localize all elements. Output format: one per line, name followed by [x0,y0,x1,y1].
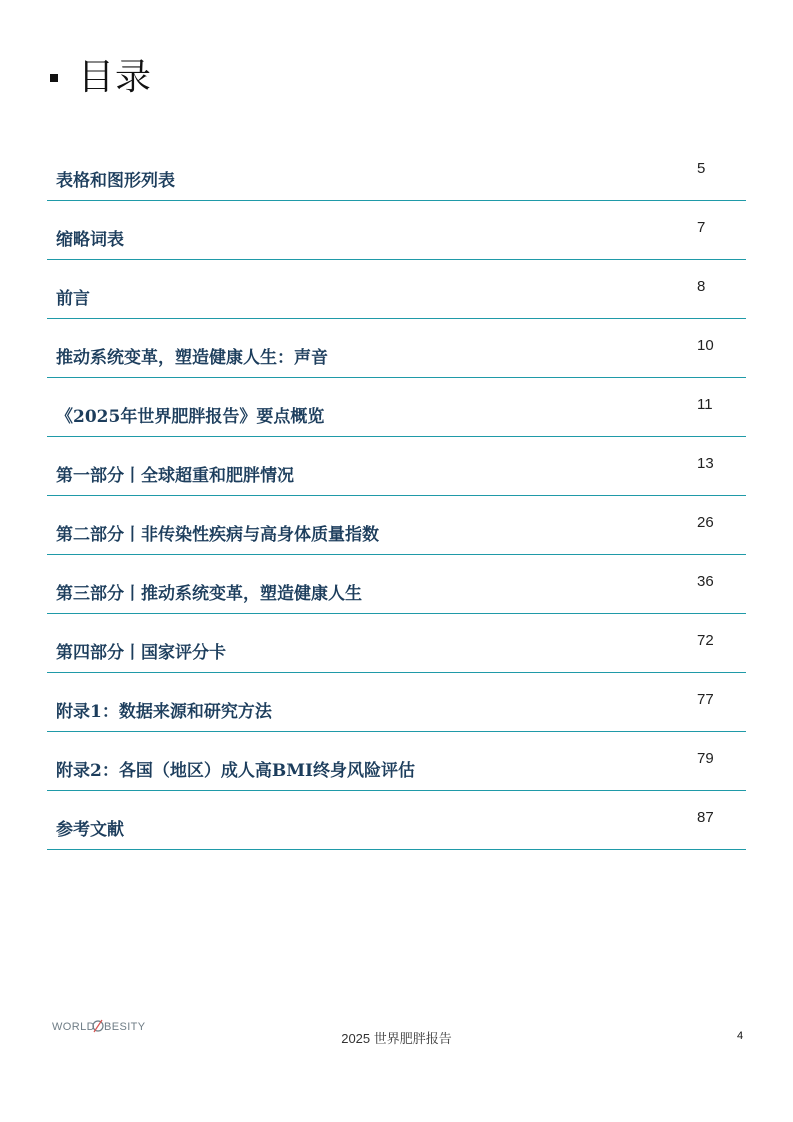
toc-entry-label: 参考文献 [56,820,124,840]
toc-entry[interactable] [47,614,746,673]
toc-entry[interactable] [47,437,746,496]
toc-entry-page: 7 [697,219,706,236]
toc-entry-page: 26 [697,514,714,531]
svg-text:BESITY: BESITY [104,1021,146,1033]
footer-page-number: 4 [737,1030,744,1042]
toc-entry-label: 第三部分丨推动系统变革，塑造健康人生 [56,584,362,604]
toc-entry-label: 《2025年世界肥胖报告》要点概览 [56,407,325,427]
toc-entry-page: 79 [697,750,714,767]
toc-entry-page: 8 [697,278,706,295]
toc-entry-page: 5 [697,160,706,177]
toc-entry-label: 表格和图形列表 [56,171,175,191]
svg-text:WORLD: WORLD [52,1021,95,1033]
toc-entry-label: 前言 [56,289,90,309]
toc-entry[interactable] [47,142,746,201]
toc-entry[interactable] [47,791,746,850]
toc-entry[interactable] [47,319,746,378]
toc-entry-page: 77 [697,691,714,708]
heading-bullet-icon [50,74,58,82]
toc-entry[interactable] [47,673,746,732]
toc-entry-page: 10 [697,337,714,354]
toc-entry-page: 13 [697,455,714,472]
page-heading [50,50,152,98]
toc-entry-label: 附录1：数据来源和研究方法 [56,702,272,722]
toc-entry-page: 36 [697,573,714,590]
toc-entry-label: 第二部分丨非传染性疾病与高身体质量指数 [56,525,379,545]
table-of-contents [47,142,746,850]
toc-entry[interactable] [47,201,746,260]
toc-entry-page: 11 [697,396,713,413]
toc-entry-label: 缩略词表 [56,230,124,250]
toc-entry-label: 推动系统变革，塑造健康人生：声音 [56,348,328,368]
toc-entry[interactable] [47,732,746,791]
toc-entry[interactable] [47,555,746,614]
page-title: 目录 [78,56,153,98]
toc-entry-page: 87 [697,809,714,826]
toc-entry-label: 第一部分丨全球超重和肥胖情况 [56,466,294,486]
toc-entry[interactable] [47,496,746,555]
toc-entry-label: 第四部分丨国家评分卡 [56,643,226,663]
toc-entry-page: 72 [697,632,714,649]
toc-entry-label: 附录2：各国（地区）成人高BMI终身风险评估 [56,761,415,781]
footer-report-title: 2025 世界肥胖报告 [341,1031,452,1046]
toc-entry[interactable] [47,260,746,319]
toc-entry[interactable] [47,378,746,437]
